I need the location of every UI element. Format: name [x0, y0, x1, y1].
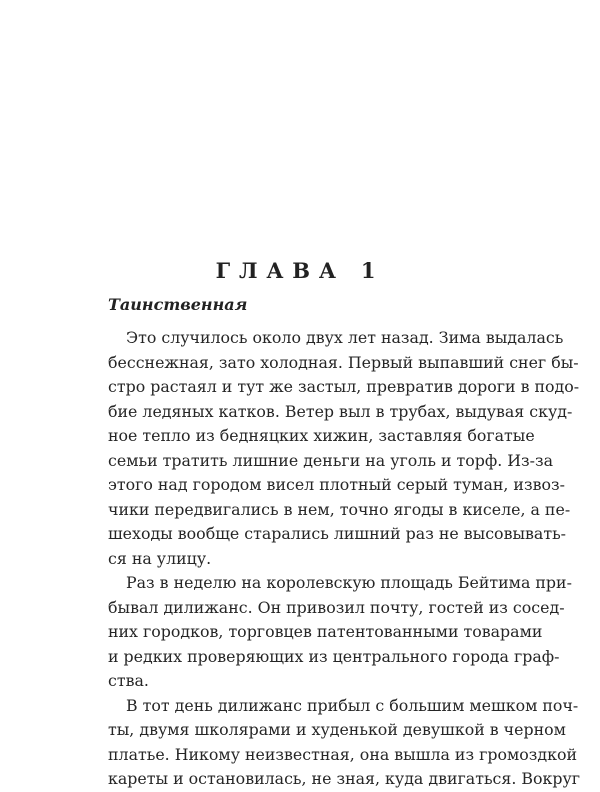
- text-line: шеходы вообще старались лишний раз не высовывать-: [108, 524, 567, 543]
- text-line: этого над городом висел плотный серый туман, извоз-: [108, 475, 565, 494]
- text-line: семьи тратить лишние деньги на уголь и торф. Из-за: [108, 450, 554, 470]
- text-line: бывал дилижанс. Он привозил почту, гостей из сосед-: [108, 597, 565, 617]
- chapter-body: [108, 326, 581, 792]
- text-line: платье. Никому неизвестная, она вышла из громоздкой: [108, 744, 578, 764]
- text-line: бие ледяных катков. Ветер выл в трубах, выдувая скуд-: [108, 401, 573, 421]
- text-line: Раз в неделю на королевскую площадь Бейтима при-: [126, 573, 572, 592]
- text-line: кареты и остановилась, не зная, куда двигаться. Вокруг: [108, 769, 581, 788]
- text-line: Это случилось около двух лет назад. Зима выдалась: [126, 328, 564, 347]
- chapter-title: ГЛАВА 1: [215, 258, 385, 283]
- text-line: чики передвигались в нем, точно ягоды в киселе, а пе-: [108, 499, 571, 519]
- text-line: ся на улицу.: [108, 548, 212, 568]
- text-line: ства.: [108, 671, 149, 690]
- text-line: них городков, торговцев патентованными товарами: [108, 622, 543, 641]
- text-line: В тот день дилижанс прибыл с большим мешком поч-: [126, 695, 579, 715]
- text-line: ты, двумя школярами и худенькой девушкой в черном: [108, 720, 566, 739]
- text-line: и редких проверяющих из центрального города граф-: [108, 646, 560, 666]
- text-line: ное тепло из бедняцких хижин, заставляя богатые: [108, 426, 535, 445]
- text-line: бесснежная, зато холодная. Первый выпавший снег бы-: [108, 352, 579, 372]
- chapter-subtitle: Таинственная: [108, 295, 248, 314]
- text-line: стро растаял и тут же застыл, превратив дороги в подо-: [108, 377, 580, 396]
